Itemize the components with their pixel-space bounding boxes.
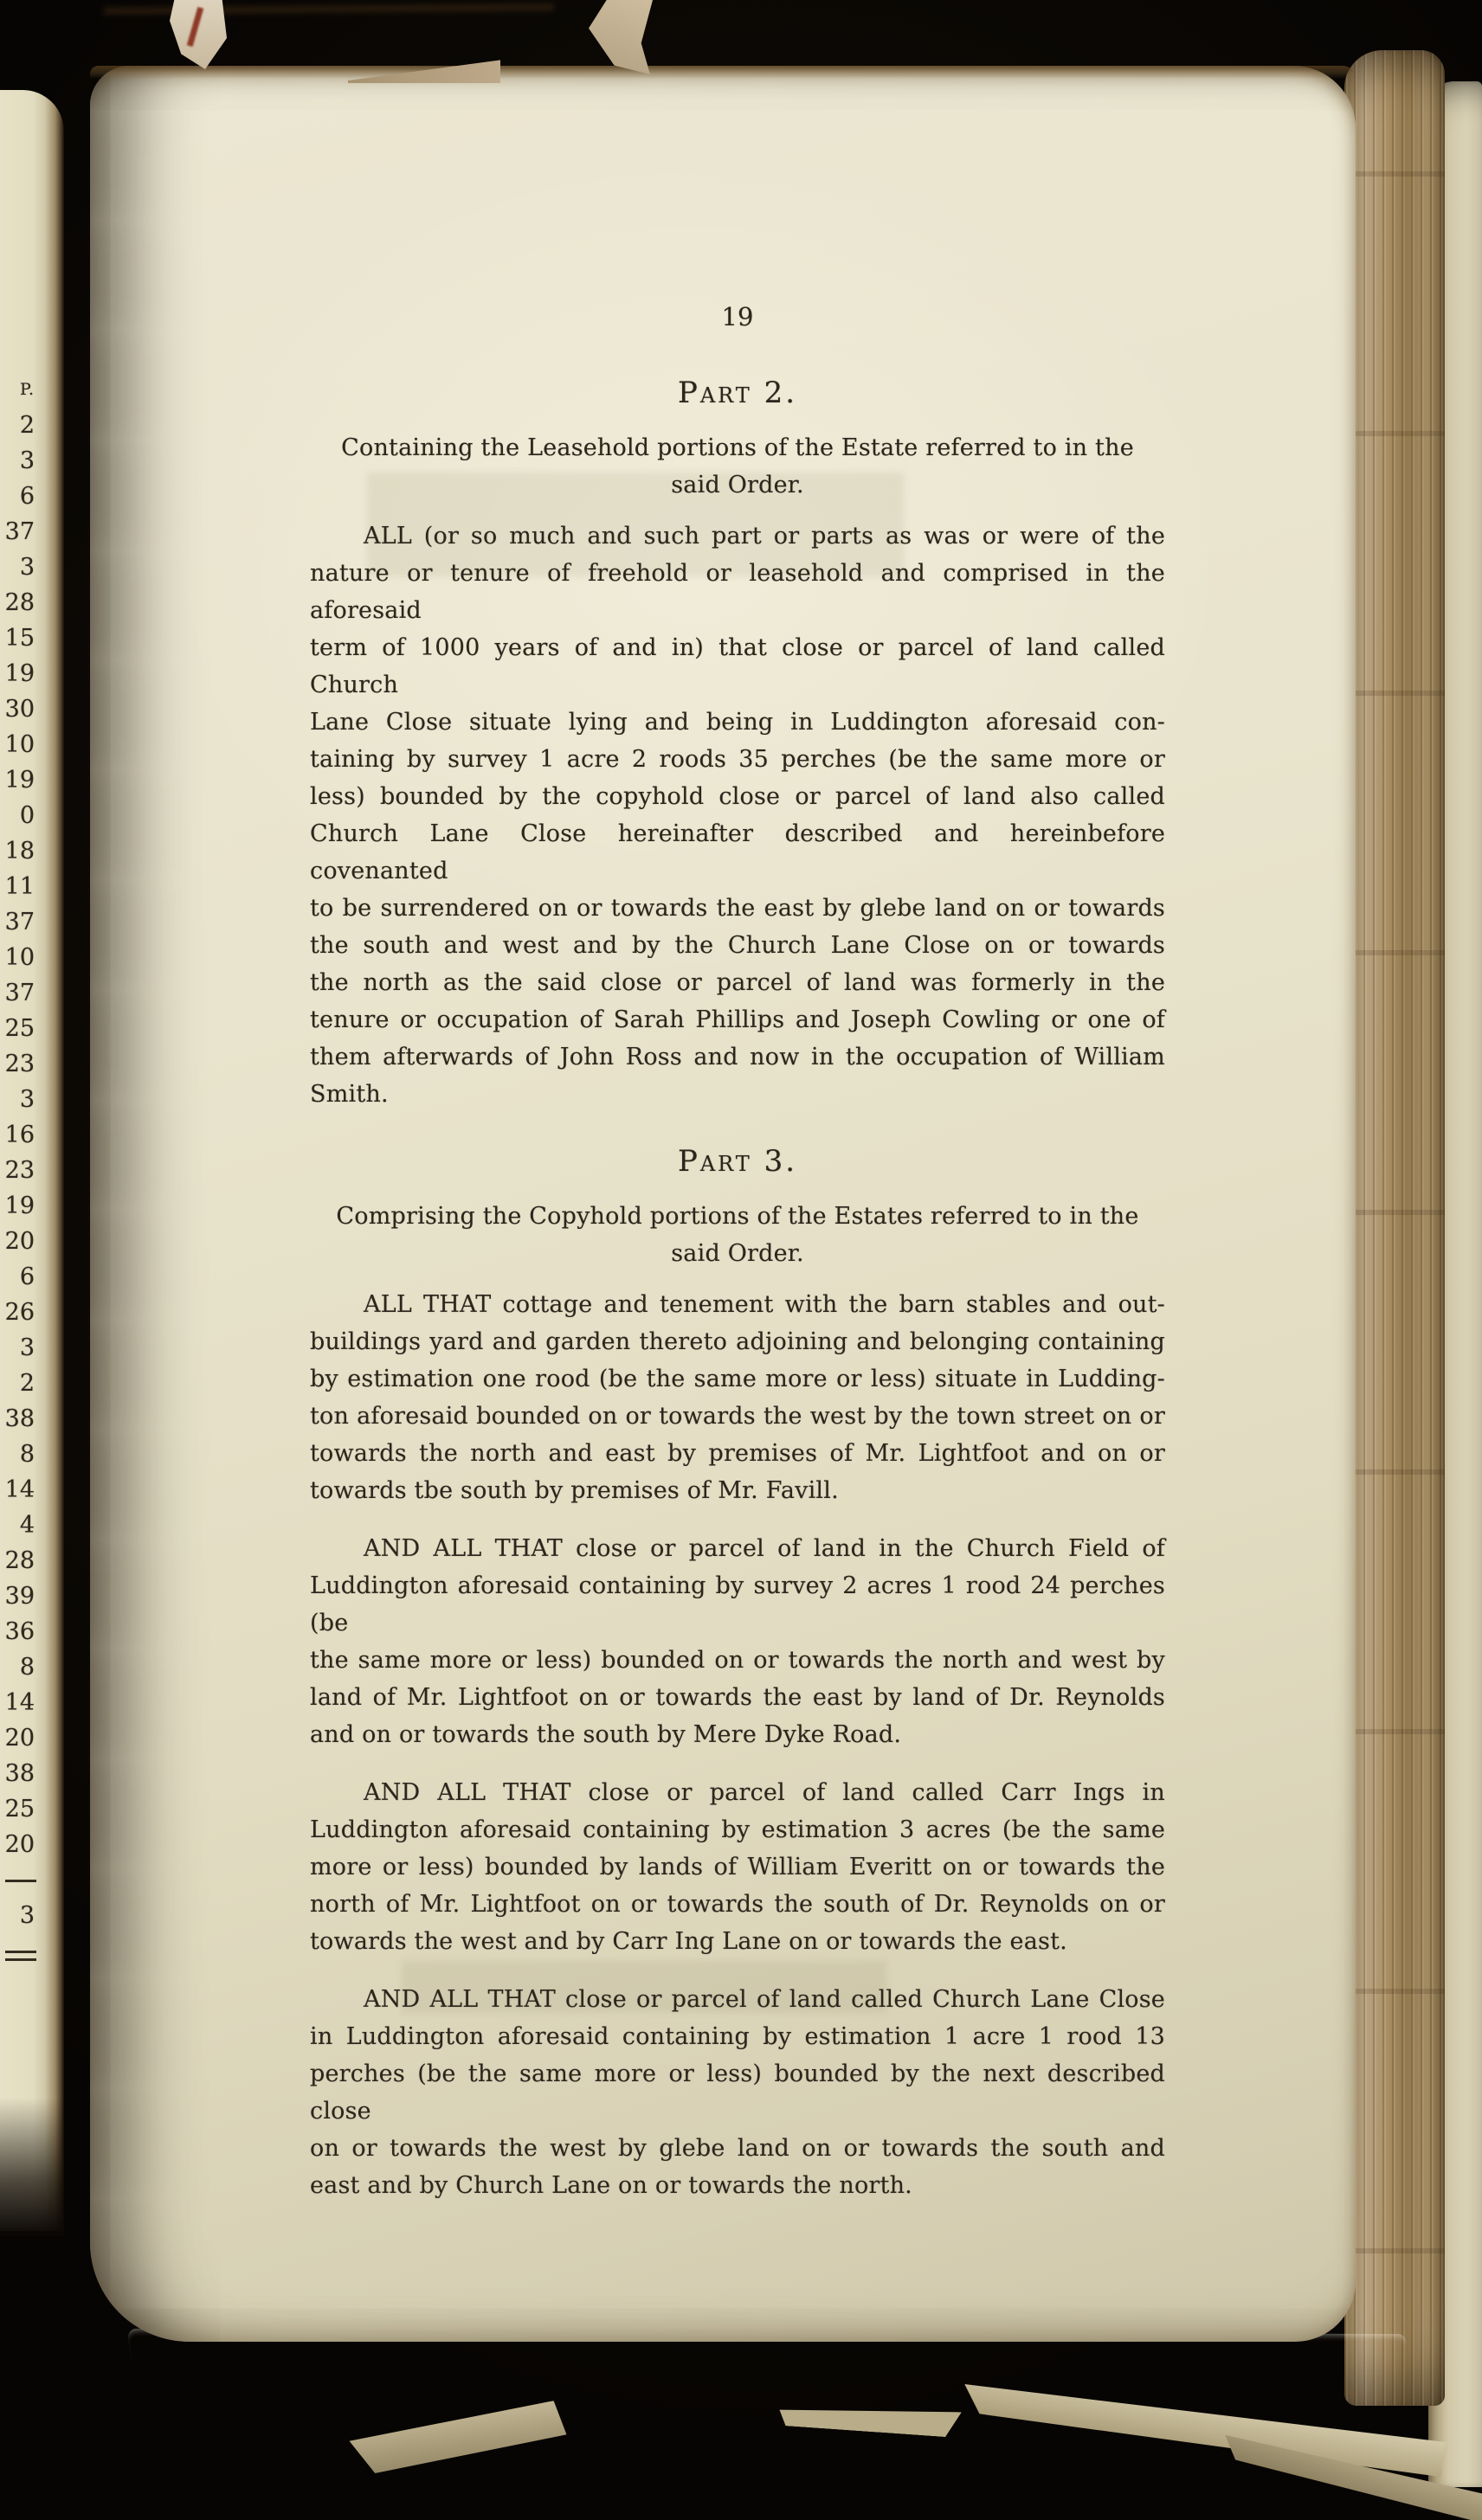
section-subheading <box>310 1198 1165 1272</box>
text-line: and on or towards the south by Mere Dyke Road. <box>310 1721 902 1748</box>
margin-value: 3 <box>19 1086 35 1113</box>
bottom-page-stack <box>128 2329 1406 2419</box>
margin-value: 10 <box>4 944 35 971</box>
text-line: on or towards the west by glebe land on or towards the south and <box>310 2135 1165 2162</box>
margin-value: 28 <box>4 1547 35 1574</box>
margin-value: 8 <box>19 1654 35 1681</box>
text-line: them afterwards of John Ross and now in the occupation of William <box>310 1044 1165 1070</box>
margin-value: 20 <box>4 1831 35 1858</box>
paragraph <box>310 1774 1165 1960</box>
margin-value: 3 <box>19 447 35 474</box>
margin-value: 38 <box>4 1405 35 1432</box>
margin-value: 19 <box>4 1192 35 1219</box>
text-line: Luddington aforesaid containing by estimation 3 acres (be the same <box>310 1816 1165 1843</box>
section-subheading <box>310 429 1165 504</box>
margin-value: 20 <box>4 1228 35 1255</box>
text-line: less) bounded by the copyhold close or parcel of land also called <box>310 783 1165 810</box>
margin-value: 10 <box>4 731 35 758</box>
margin-value: 25 <box>4 1796 35 1822</box>
margin-value: 25 <box>4 1015 35 1042</box>
text-line: towards the north and east by premises of Mr. Lightfoot and on or <box>310 1440 1165 1467</box>
margin-value: 2 <box>19 412 35 439</box>
margin-double-rule <box>0 1933 40 1969</box>
section-heading-part-3: Part 3. <box>677 1144 798 1179</box>
text-line: AND ALL THAT close or parcel of land called Carr Ings in <box>364 1779 1165 1806</box>
text-line: said Order. <box>671 1240 804 1267</box>
margin-value: 37 <box>4 980 35 1006</box>
text-line: perches (be the same more or less) bounded by the next described close <box>310 2060 1165 2125</box>
paragraph <box>310 1981 1165 2204</box>
text-line: taining by survey 1 acre 2 roods 35 perches (be the same more or <box>310 746 1165 773</box>
text-line: Containing the Leasehold portions of the Estate referred to in the <box>341 434 1134 461</box>
book-fore-edge <box>1344 50 1445 2406</box>
margin-value: 16 <box>4 1122 35 1148</box>
margin-value: 20 <box>4 1725 35 1752</box>
text-line: in Luddington aforesaid containing by estimation 1 acre 1 rood 13 <box>310 2023 1165 2050</box>
margin-value: 6 <box>19 1263 35 1290</box>
paper-fragment <box>170 0 227 69</box>
text-line: land of Mr. Lightfoot on or towards the east by land of Dr. Reynolds <box>310 1684 1165 1711</box>
text-line: term of 1000 years of and in) that close or parcel of land called Church <box>310 634 1165 698</box>
margin-value: 19 <box>4 660 35 687</box>
text-line: nature or tenure of freehold or leasehold and comprised in the aforesaid <box>310 560 1165 624</box>
text-line: AND ALL THAT close or parcel of land in the Church Field of <box>364 1535 1165 1562</box>
text-line: Luddington aforesaid containing by survey 2 acres 1 rood 24 perches (be <box>310 1572 1165 1636</box>
text-line: east and by Church Lane on or towards the north. <box>310 2172 912 2199</box>
margin-value: 0 <box>19 802 35 829</box>
margin-value: 23 <box>4 1051 35 1077</box>
text-line: towards the west and by Carr Ing Lane on or towards the east. <box>310 1928 1067 1955</box>
margin-value: 2 <box>19 1370 35 1397</box>
margin-value: 14 <box>4 1689 35 1716</box>
margin-value: 15 <box>4 625 35 652</box>
paragraph <box>310 1530 1165 1753</box>
page-number: 19 <box>721 302 754 331</box>
book-page <box>90 66 1356 2342</box>
text-line: towards tbe south by premises of Mr. Favill. <box>310 1477 839 1504</box>
margin-value: 23 <box>4 1157 35 1184</box>
text-line: said Order. <box>671 472 804 498</box>
margin-total-rule <box>0 1862 40 1898</box>
margin-value: 38 <box>4 1760 35 1787</box>
text-line: more or less) bounded by lands of William Everitt on or towards the <box>310 1854 1165 1880</box>
margin-value: 8 <box>19 1441 35 1468</box>
paragraph <box>310 1286 1165 1509</box>
margin-value: 18 <box>4 838 35 865</box>
text-line: AND ALL THAT close or parcel of land called Church Lane Close <box>364 1986 1165 2013</box>
margin-value: 28 <box>4 589 35 616</box>
margin-value: 37 <box>4 518 35 545</box>
page-text <box>310 66 1165 2204</box>
text-line: tenure or occupation of Sarah Phillips and Joseph Cowling or one of <box>310 1006 1165 1033</box>
margin-value: 30 <box>4 696 35 723</box>
margin-value: 14 <box>4 1476 35 1503</box>
text-line: ALL THAT cottage and tenement with the barn stables and out- <box>364 1291 1165 1318</box>
margin-column-header: P. <box>20 380 35 399</box>
margin-value: 3 <box>19 554 35 581</box>
margin-value: 4 <box>19 1512 35 1539</box>
margin-value: 26 <box>4 1299 35 1326</box>
text-line: by estimation one rood (be the same more or less) situate in Ludding- <box>310 1366 1165 1392</box>
text-line: the south and west and by the Church Lane Close on or towards <box>310 932 1165 959</box>
margin-value: 37 <box>4 909 35 935</box>
text-line: ALL (or so much and such part or parts as was or were of the <box>364 523 1165 550</box>
text-line: ton aforesaid bounded on or towards the west by the town street on or <box>310 1403 1165 1430</box>
margin-reference-column <box>0 372 40 1969</box>
margin-total: 3 <box>19 1902 35 1929</box>
margin-value: 3 <box>19 1334 35 1361</box>
text-line: Comprising the Copyhold portions of the Estates referred to in the <box>336 1203 1139 1230</box>
section-heading-part-2: Part 2. <box>677 376 798 410</box>
margin-value: 39 <box>4 1583 35 1610</box>
text-line: the north as the said close or parcel of land was formerly in the <box>310 969 1165 996</box>
text-line: Smith. <box>310 1081 389 1108</box>
text-line: to be surrendered on or towards the east by glebe land on or towards <box>310 895 1165 922</box>
text-line: north of Mr. Lightfoot on or towards the south of Dr. Reynolds on or <box>310 1891 1165 1918</box>
margin-value: 11 <box>4 873 35 900</box>
text-line: buildings yard and garden thereto adjoining and belonging containing <box>310 1328 1165 1355</box>
text-line: Lane Close situate lying and being in Luddington aforesaid con- <box>310 709 1165 736</box>
margin-value: 19 <box>4 767 35 794</box>
text-line: Church Lane Close hereinafter described and hereinbefore covenanted <box>310 820 1165 884</box>
margin-value: 36 <box>4 1618 35 1645</box>
paragraph <box>310 518 1165 1113</box>
margin-value: 6 <box>19 483 35 510</box>
text-line: the same more or less) bounded on or towards the north and west by <box>310 1647 1165 1674</box>
paper-fragment <box>589 0 653 74</box>
